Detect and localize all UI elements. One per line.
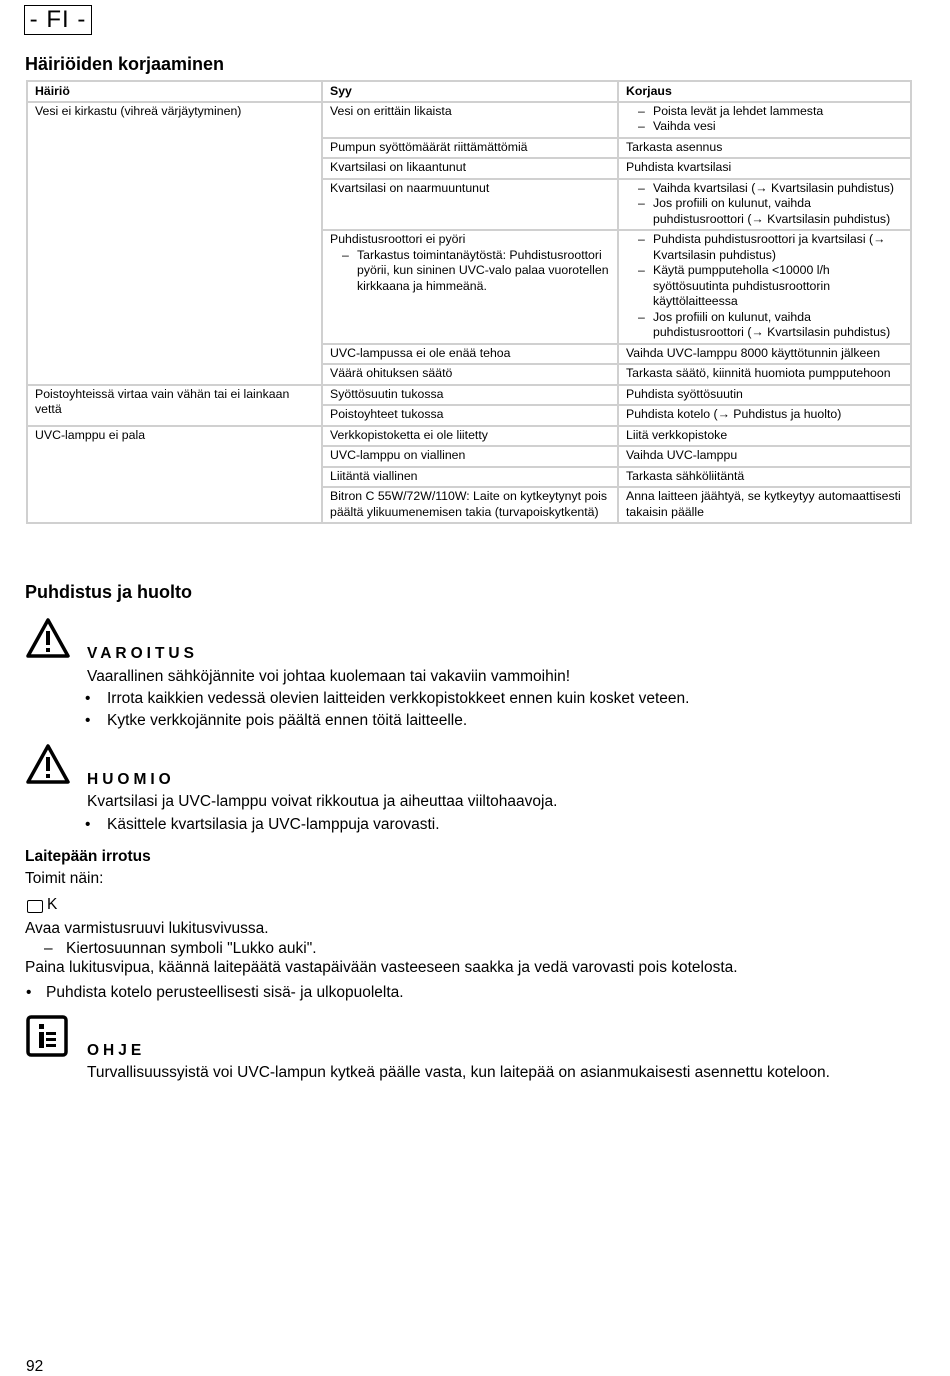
table-header-row: [27, 81, 911, 102]
figure-ref: K: [47, 896, 58, 913]
warning-triangle-icon: [26, 744, 70, 784]
table-row: [27, 102, 911, 138]
remedy-cell: Vaihda UVC-lamppu: [618, 446, 911, 467]
step-1-sub: – Kiertosuunnan symboli "Lukko auki".: [44, 940, 317, 957]
remedy-cell: Puhdista kotelo (→ Puhdistus ja huolto): [618, 405, 911, 426]
cause-text: Väärä ohituksen säätö: [330, 366, 453, 380]
remedy-item: – Käytä pumpputeholla <10000 l/h syöttösuutinta puhdistusroottorin käyttölaitteessa: [626, 263, 903, 310]
cause-cell: [322, 158, 618, 179]
maintenance-title: Puhdistus ja huolto: [25, 582, 192, 602]
remedy-item: – Vaihda vesi: [626, 119, 903, 135]
cause-cell: [322, 344, 618, 365]
step-1: Avaa varmistusruuvi lukitusvivussa.: [25, 920, 269, 937]
cause-cell: [322, 385, 618, 406]
troubleshooting-title: Häiriöiden korjaaminen: [25, 54, 225, 74]
page-number: 92: [26, 1358, 44, 1375]
remedy-item: – Jos profiili on kulunut, vaihda puhdistusroottori (→ Kvartsilasin puhdistus): [626, 310, 903, 341]
step-2: Paina lukitusvipua, käännä laitepäätä vastapäivään vasteeseen saakka ja vedä varovasti pois kotelosta.: [25, 959, 738, 976]
table-row: [27, 385, 911, 406]
warning-label: VAROITUS: [87, 645, 198, 662]
warning-triangle-icon: [26, 618, 70, 658]
cause-cell: [322, 446, 618, 467]
remedy-cell: Tarkasta säätö, kiinnitä huomiota pumpputehoon: [618, 364, 911, 385]
remedy-item: – Jos profiili on kulunut, vaihda puhdistusroottori (→ Kvartsilasin puhdistus): [626, 196, 903, 227]
cause-cell: [322, 467, 618, 488]
remedy-list: [626, 232, 903, 341]
remedy-item: – Poista levät ja lehdet lammesta: [626, 104, 903, 120]
cause-cell: [322, 102, 618, 138]
cause-cell: [322, 230, 618, 344]
cause-text: Syöttösuutin tukossa: [330, 386, 444, 401]
cause-text: Bitron C 55W/72W/110W: Laite on kytkeytynyt pois päältä ylikuumenemisen takia (turvapoiskytkentä): [330, 489, 608, 519]
header-remedy: Korjaus: [618, 81, 911, 102]
cause-text: Pumpun syöttömäärät riittämättömiä: [330, 139, 528, 154]
remove-head-intro: Toimit näin:: [25, 870, 104, 887]
remedy-cell: [618, 230, 911, 344]
caution-label: HUOMIO: [87, 771, 175, 788]
warning-bullet: • Irrota kaikkien vedessä olevien laitteiden verkkopistokkeet ennen kuin kosket veteen.: [85, 690, 690, 707]
cause-text: Vesi on erittäin likaista: [330, 103, 452, 118]
cause-cell: [322, 138, 618, 159]
clean-bullet: • Puhdista kotelo perusteellisesti sisä- ja ulkopuolelta.: [26, 984, 404, 1001]
fault-cell: Poistoyhteissä virtaa vain vähän tai ei lainkaan vettä: [27, 385, 322, 426]
note-text: Turvallisuussyistä voi UVC-lampun kytkeä päälle vasta, kun laitepää on asianmukaisesti asennettu koteloon.: [87, 1064, 830, 1081]
cause-text: Poistoyhteet tukossa: [330, 407, 444, 421]
cause-subitem: – Tarkastus toimintanäytöstä: Puhdistusroottori pyörii, kun sininen UVC-valo palaa vuorotellen kirkkaana ja himmeänä.: [330, 248, 610, 295]
remove-head-title: Laitepään irrotus: [25, 848, 151, 865]
warning-bullet: • Kytke verkkojännite pois päältä ennen töitä laitteelle.: [85, 712, 468, 729]
remedy-cell: Vaihda UVC-lamppu 8000 käyttötunnin jälkeen: [618, 344, 911, 365]
remedy-cell: [618, 179, 911, 231]
cause-cell: [322, 179, 618, 231]
caution-text: Kvartsilasi ja UVC-lamppu voivat rikkoutua ja aiheuttaa viiltohaavoja.: [87, 793, 558, 810]
remedy-cell: Tarkasta asennus: [618, 138, 911, 159]
fault-cell: UVC-lamppu ei pala: [27, 426, 322, 524]
cause-text: Verkkopistoketta ei ole liitetty: [330, 427, 488, 442]
cause-text: Puhdistusroottori ei pyöri: [330, 232, 466, 246]
note-label: OHJE: [87, 1042, 146, 1059]
remedy-item: – Puhdista puhdistusroottori ja kvartsilasi (→ Kvartsilasin puhdistus): [626, 232, 903, 263]
cause-text: UVC-lampussa ei ole enää tehoa: [330, 345, 511, 360]
remedy-cell: Liitä verkkopistoke: [618, 426, 911, 447]
remedy-list: [626, 104, 903, 135]
remedy-cell: Puhdista kvartsilasi: [618, 158, 911, 179]
troubleshooting-table: [26, 80, 912, 524]
language-tab: - FI -: [24, 5, 92, 35]
warning-text: Vaarallinen sähköjännite voi johtaa kuolemaan tai vakaviin vammoihin!: [87, 668, 571, 685]
caution-bullet: • Käsittele kvartsilasia ja UVC-lamppuja varovasti.: [85, 816, 440, 833]
table-row: [27, 426, 911, 447]
remedy-cell: Anna laitteen jäähtyä, se kytkeytyy automaattisesti takaisin päälle: [618, 487, 911, 523]
remedy-cell: [618, 102, 911, 138]
cause-cell: [322, 426, 618, 447]
cause-text: UVC-lamppu on viallinen: [330, 448, 466, 462]
remedy-list: [626, 181, 903, 228]
cause-cell: [322, 364, 618, 385]
cause-text: Kvartsilasi on naarmuuntunut: [330, 180, 490, 195]
remedy-item: – Vaihda kvartsilasi (→ Kvartsilasin puhdistus): [626, 181, 903, 197]
cause-text: Liitäntä viallinen: [330, 468, 418, 483]
cause-cell: [322, 487, 618, 523]
remedy-cell: Puhdista syöttösuutin: [618, 385, 911, 406]
header-fault: Häiriö: [27, 81, 322, 102]
remedy-cell: Tarkasta sähköliitäntä: [618, 467, 911, 488]
fault-cell: Vesi ei kirkastu (vihreä värjäytyminen): [27, 102, 322, 385]
cause-text: Kvartsilasi on likaantunut: [330, 160, 467, 174]
cause-cell: [322, 405, 618, 426]
figure-box-icon: [27, 900, 43, 913]
header-cause: Syy: [322, 81, 618, 102]
info-icon: [26, 1015, 68, 1057]
